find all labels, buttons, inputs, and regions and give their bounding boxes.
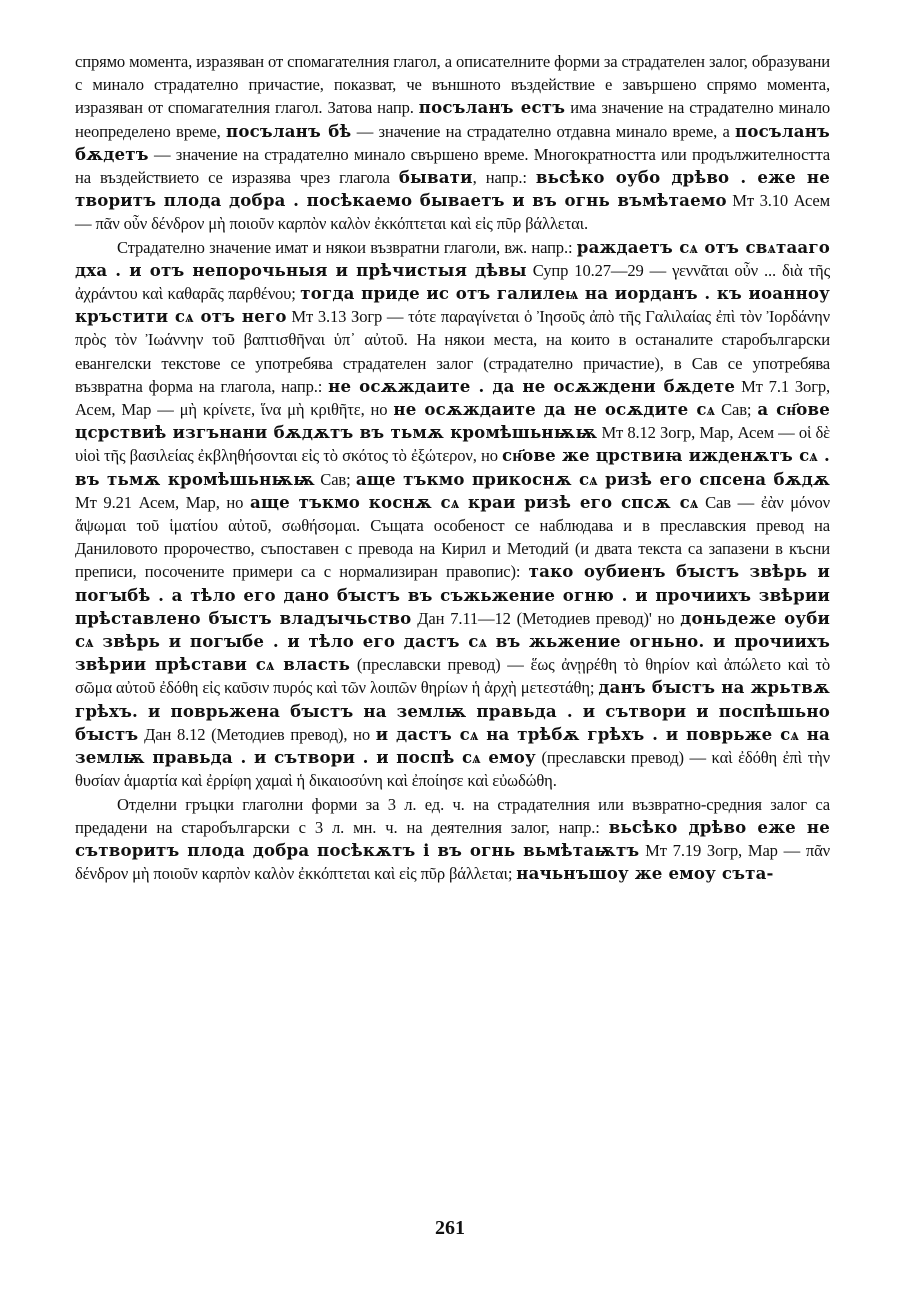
body-text: Сав; [715,400,758,420]
old-bulgarian-quote: посъланъ бѣ [225,120,352,141]
old-bulgarian-quote: аще тъкмо коснѫ сѧ краи ризѣ его спсѫ сѧ [250,491,699,512]
body-text: Мт 3.10 Асем — πᾶν οὖν δένδρον μὴ ποιοῦν καρπὸν καλὸν ἐκκόπτεται καὶ εἰς πῦρ βάλλεται. [75,191,830,234]
old-bulgarian-quote: данъ бꙑстъ на жрьтвѫ грѣхъ. и поврьжена бꙑстъ на землѭ правьда . и сътвори и поспѣшьно бꙑстъ [75,677,830,744]
body-text: Супр 10.27—29 — γεννᾶται οὖν ... διὰ τῆς ἀχράντου καὶ καθαρᾶς παρθένου; [75,260,830,304]
old-bulgarian-quote: сн҃ове же црствиꙗ ижденѫтъ сѧ . въ тьмѫ кромѣшьнѭѭ [75,445,830,489]
old-bulgarian-quote: аще тъкмо прикоснѫ сѧ ризѣ его спсена бѫдѫ [355,468,830,489]
old-bulgarian-quote: а сн҃ове цсрствиѣ изгънани бѫдѫтъ въ тьмѫ кромѣшьнѭѭ [75,399,830,443]
old-bulgarian-quote: доньдеже оуби сѧ звѣрь и погꙑбе . и тѣло его дастъ сѧ въ жьжение огньно. и прочиихъ звѣрии прѣстави сѧ власть [75,607,830,675]
text-body [75,50,830,885]
body-text: Отделни гръцки глаголни форми за 3 л. ед. ч. на страдателния или възвратно-средния залог са предадени на старобългарски с 3 л. мн. ч. на деятелния залог, напр.: [75,794,830,837]
old-bulgarian-quote: начьнъшоу же емоу съта- [516,863,774,884]
body-text: спрямо момента, изразяван от спомагателния глагол, а описателните форми за страдателен залог, образувани с минало страдателно причастие, показват, че външното въздействие е завършено спрямо момента, изразяван от спомагателния глагол. Затова напр. [75,52,830,118]
paragraph-2 [75,236,830,793]
page-number: 261 [435,1217,465,1239]
body-text: (преславски превод) — καὶ ἐδόθη ἐπὶ τὴν θυσίαν ἁμαρτία καὶ ἐρρίφη χαμαὶ ἡ δικαιοσύνη καὶ ἐποίησε καὶ εὐωδώθη. [75,748,830,791]
old-bulgarian-quote: вьсѣко оубо дрѣво . еже не творитъ плода добра . посѣкаемо бываетъ и въ огнь въмѣтаемо [75,167,830,211]
body-text: — значение на страдателно минало свършено време. Многократността или продължителността на въздействието се изразява чрез глагола [75,144,830,188]
body-text: Мт 8.12 Зогр, Мар, Асем — οἱ δὲ υἱοὶ τῆς βασιλείας ἐκβληθήσονται εἰς τὸ σκότος τὸ ἐξώτερον, но [75,423,830,466]
body-text: , напр.: [472,168,536,188]
paragraph-1 [75,50,830,236]
body-text: Мт 3.13 Зогр — τότε παραγίνεται ὁ Ἰησοῦς ἀπὸ τῆς Γαλιλαίας ἐπὶ τὸν Ἰορδάνην πρὸς τὸν Ἰωάννην τοῦ βαπτισθῆναι ὑπ᾿ αὐτοῦ. На някои места, на които в останалите старобългарски евангелски текстове се употребява страдателен залог (страдателно причастие), в Сав се употребява възвратна форма на глагола, напр.: [75,307,830,396]
body-text: (преславски превод) — ἕως ἀνῃρέθη τὸ θηρίον καὶ ἀπώλετο καὶ τὸ σῶμα αὐτοῦ ἐδόθη εἰς καῦσιν πυρός καὶ τῶν λοιπῶν θηρίων ἡ ἀρχὴ μετεστάθη; [75,655,830,698]
old-bulgarian-quote: не осѫждаите да не осѫдите сѧ [393,399,716,420]
body-text: Страдателно значение имат и някои възвратни глаголи, вж. напр.: [117,237,577,257]
body-text: Дан 8.12 (Методиев превод), но [138,724,376,744]
body-text: Мт 9.21 Асем, Мар, но [75,492,251,512]
old-bulgarian-quote: вьсѣко дрѣво еже не сътворитъ плода добра посѣкѫтъ і въ огнь вьмѣтаѭтъ [75,816,830,860]
old-bulgarian-quote: раждаетъ сѧ отъ свѧтааго дха . и отъ непорочьныя и прѣчистыя дѣвы [75,236,831,280]
body-text: Дан 7.11—12 (Методиев превод)' но [411,608,681,628]
old-bulgarian-quote: тогда приде ис отъ галилеѩ на иорданъ . къ иоанноу кръстити сѧ отъ него [75,283,830,327]
body-text: Мт 7.19 Зогр, Мар — πᾶν δένδρον μὴ ποιοῦν καρπὸν καλὸν ἐκκόπτεται καὶ εἰς πῦρ βάλλεται; [75,840,830,884]
body-text: Сав; [314,469,356,489]
body-text: Сав — ἐὰν μόνον ἅψωμαι τοῦ ἱματίου αὐτοῦ, σωθήσομαι. Същата особеност се наблюдава и в преславския превод на Даниловото пророчество, съпоставен с превода на Кирил и Методий (и двата текста са запазени в късни преписи, посочените примери са с нормализиран правопис): [75,492,831,582]
old-bulgarian-quote: посъланъ бѫдетъ [75,120,830,164]
old-bulgarian-quote: посъланъ естъ [418,97,566,118]
body-text: Мт 7.1 Зогр, Асем, Мар — μὴ κρίνετε, ἵνα μὴ κριθῆτε, но [75,376,831,420]
old-bulgarian-quote: тако оубиенъ бꙑстъ звѣрь и погꙑбѣ . а тѣло его дано бꙑстъ въ съжьжение огню . и прочиихъ звѣрии прѣставлено бꙑстъ владꙑчьство [75,561,830,628]
old-bulgarian-quote: и дастъ сѧ на трѣбѫ грѣхъ . и поврьже сѧ на землѭ правьда . и сътвори . и поспѣ сѧ емоу [75,723,830,768]
paragraph-3 [75,793,830,886]
body-text: — значение на страдателно отдавна минало време, а [351,121,736,141]
body-text: има значение на страдателно минало неопределено време, [75,98,830,141]
old-bulgarian-quote: бывати [398,167,473,188]
old-bulgarian-quote: не осѫждаите . да не осѫждени бѫдете [328,375,736,396]
